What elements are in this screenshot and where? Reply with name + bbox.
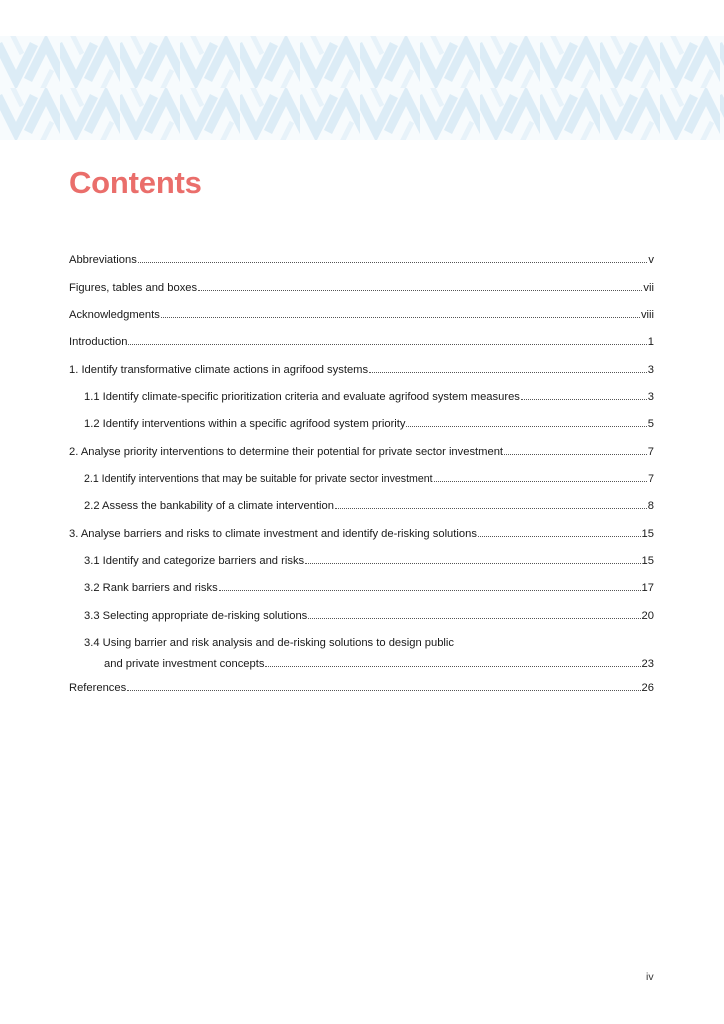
toc-page-number: 17 (641, 582, 654, 594)
leader-dots (127, 681, 640, 691)
toc-entry-title: 2. Analyse priority interventions to determine their potential for private sector investment (69, 446, 504, 458)
toc-page-number: v (648, 254, 654, 266)
toc-entry-title: 1.1 Identify climate-specific prioritization criteria and evaluate agrifood system measures (84, 391, 520, 403)
toc-entry-title: 3.4 Using barrier and risk analysis and de-risking solutions to design public (84, 637, 455, 649)
leader-dots (434, 472, 647, 482)
toc-entry-section-2[interactable] (69, 445, 654, 460)
leader-dots (504, 445, 647, 455)
toc-page-number: 1 (647, 336, 654, 348)
toc-entry-references[interactable] (69, 681, 654, 696)
leader-dots (335, 499, 647, 509)
toc-entry-title: 3. Analyse barriers and risks to climate investment and identify de-risking solutions (69, 528, 477, 540)
leader-dots (198, 281, 642, 291)
leader-dots (478, 527, 641, 537)
toc-entry-title: Abbreviations (69, 254, 137, 266)
leader-dots (521, 390, 647, 400)
toc-page-number: 15 (641, 555, 654, 567)
toc-page-number: 26 (641, 682, 654, 694)
toc-entry-section-3-2[interactable] (84, 581, 654, 596)
toc-page-number: 5 (647, 418, 654, 430)
toc-page-number: 7 (647, 446, 654, 458)
toc-entry-section-2-2[interactable] (84, 499, 654, 514)
toc-entry-acknowledgments[interactable] (69, 308, 654, 323)
toc-entry-section-1-2[interactable] (84, 417, 654, 432)
toc-entry-continuation (104, 657, 654, 672)
leader-dots (138, 253, 648, 263)
leader-dots (305, 554, 640, 564)
toc-entry-section-3[interactable] (69, 527, 654, 542)
toc-entry-introduction[interactable] (69, 335, 654, 350)
toc-page-number: 3 (647, 391, 654, 403)
toc-entry-title: 2.1 Identify interventions that may be suitable for private sector investment (84, 473, 433, 485)
toc-entry-title: 2.2 Assess the bankability of a climate intervention (84, 500, 334, 512)
toc-page-number: vii (643, 282, 654, 294)
toc-entry-section-1-1[interactable] (84, 390, 654, 405)
leader-dots (369, 363, 647, 373)
toc-entry-title: Figures, tables and boxes (69, 282, 198, 294)
toc-entry-section-3-1[interactable] (84, 554, 654, 569)
toc-page-number: 23 (641, 658, 654, 670)
page-number: iv (646, 971, 654, 983)
toc-entry-title: 3.1 Identify and categorize barriers and risks (84, 555, 305, 567)
toc-page-number: 15 (641, 528, 654, 540)
decorative-banner (0, 36, 724, 140)
toc-entry-title: Acknowledgments (69, 309, 160, 321)
toc-entry-section-3-3[interactable] (84, 609, 654, 624)
toc-entry-title-continued: and private investment concepts (104, 658, 265, 670)
leader-dots (406, 417, 646, 427)
toc-entry-abbreviations[interactable] (69, 253, 654, 268)
leader-dots (308, 609, 640, 619)
leader-dots (219, 581, 641, 591)
toc-entry-section-2-1[interactable] (84, 472, 654, 487)
toc-page-number: 8 (647, 500, 654, 512)
leader-dots (265, 657, 640, 667)
toc-entry-section-3-4[interactable] (84, 636, 654, 672)
leader-dots (128, 335, 646, 345)
toc-page-number: 3 (647, 364, 654, 376)
page-title: Contents (69, 165, 202, 200)
leader-dots (161, 308, 640, 318)
toc-entry-figures[interactable] (69, 281, 654, 296)
toc-entry-title: 1. Identify transformative climate actions in agrifood systems (69, 364, 369, 376)
toc-entry-title: 3.2 Rank barriers and risks (84, 582, 218, 594)
toc-entry-title: References (69, 682, 127, 694)
toc-page-number: 20 (641, 610, 654, 622)
toc-entry-title: Introduction (69, 336, 128, 348)
toc-entry-title: 3.3 Selecting appropriate de-risking solutions (84, 610, 308, 622)
toc-entry-section-1[interactable] (69, 363, 654, 378)
toc-page-number: 7 (648, 473, 654, 485)
toc-entry-title: 1.2 Identify interventions within a specific agrifood system priority (84, 418, 406, 430)
toc-page-number: viii (640, 309, 654, 321)
